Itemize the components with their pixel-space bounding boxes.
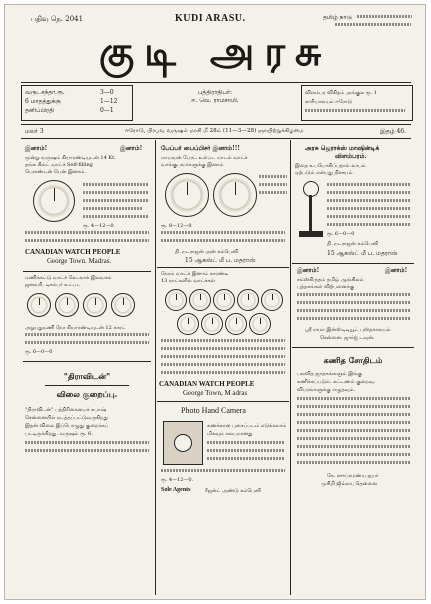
ad-headline-4: இனாம்! — [385, 267, 408, 274]
english-title: KUDI ARASU. — [175, 13, 246, 24]
camera-illustration — [163, 421, 203, 465]
pocket-watch-illustration — [33, 180, 75, 222]
ad-address: George Town, M adras — [183, 389, 248, 397]
header-fine-print-2 — [335, 23, 411, 26]
sole-agents-name: ரீஜன்ட் அண்டு கம்பெனி — [205, 488, 261, 494]
wristwatch-illustration-1 — [165, 289, 187, 311]
article-signature-address: முசிறி ஜில்லா, தென்னை — [321, 481, 378, 487]
ad-contact: தி. நடராஜன் அன் கம்பெனி — [175, 249, 239, 255]
article-title-3: கணித சோதிடம் — [323, 355, 383, 365]
advertising-box: விளம்பர விகிதம் அங்குல ரூ. 1 காரியாலயம் ஈரோடு — [301, 85, 413, 121]
wristwatch-illustration-4 — [237, 289, 259, 311]
ad-contact-2: ஸ்ரீ ராமா இன்ஸ்டிடியூட் புஸ்தகாலயம் — [305, 327, 391, 333]
ad-date: 15 ஆகஸ்ட் மீ ப. மதராஸ் — [327, 250, 398, 257]
article-signature: கே. ஸுப்ரமண்ய ஐயர் — [327, 473, 379, 479]
ad-company: CANADIAN WATCH PEOPLE — [159, 380, 255, 388]
header-fine-print — [357, 15, 412, 18]
ad-company: CANADIAN WATCH PEOPLE — [25, 248, 121, 256]
tamil-masthead-title: குடி அரசு — [98, 28, 332, 75]
registration-number: பதிவு நெ. 2041 — [31, 15, 84, 23]
ad-price: ரூ. 6—0—0 — [327, 231, 355, 237]
pocket-watch-illustration-2 — [213, 173, 257, 217]
issue-number: இதழ் 46. — [380, 128, 407, 135]
ad-address-2: சென்னை. ஜார்ஜ் டவுன். — [320, 335, 375, 341]
wristwatch-illustration-2 — [55, 293, 79, 317]
wristwatch-illustration-9 — [249, 313, 271, 335]
camera-ad-title: Photo Hand Camera — [181, 406, 246, 415]
wristwatch-illustration-6 — [177, 313, 199, 335]
issue-date: ஈரோடு, பிரபவ வருஷம் மாசி மீ 28ம் (11—3—28) ஞாயிற்றுக்கிழமை — [125, 128, 304, 134]
wristwatch-illustration-5 — [261, 289, 283, 311]
wristwatch-illustration-8 — [225, 313, 247, 335]
newspaper-page: பதிவு நெ. 2041 KUDI ARASU. தமிழ் நாடு குடி அரசு வருடசந்தா ரூ. 3—0 6 மாதத்துக்கு 1—12 தனிப்பிரதி 0—1 பத்திராதிபர்: ஈ. வெ. ராமசாமி. விளம்பர விகிதம் அங்குல ரூ. 1 காரியாலயம் ஈரோடு மலர் 3 ஈரோடு, பிரபவ வருஷம் மாசி மீ 28ம் (11—3—28) ஞாயிற்றுக்கிழமை இதழ் 46. இனாம்! இனாம்! மூன்று வருஷம் கியாரண்டியுடன் 14 Kt. தங்க கில்ட் வாட்ச் Self-filling பெளண்டன் பென் இனாம். ரூ. 4—12—0 CANADIAN WATCH PEOPLE George Town. Madras. மணிக்கட்டு வாட்ச் கேடலாக் இலவசம் ஜனவரி, டிசம்பர் உட்பட அறுபதுமணி நேர கியாரண்டியுடன் 12 காரட் ரூ. 6—0—0 "திராவிடன்" விலை குறைப்பு. "திராவிடன்" பத்திரிகையைச் சுபாஷ் சென்னையில் நடத்தப்பட்டுவருகிறது இதன் விலை இப்பொழுது குறைக்கப் பட்டிருக்கிறது. வருஷம் ரூ. 6. பேப்பர் பைப்பிசர் இனாம்!!! மாயவன் பேரட் உள்பட மாடல் வாட்ச் வாங்குபவர்களுக்கு இனாம் ரூ. 8—12—0 தி. நடராஜன் அன் கம்பெனி 15 ஆகஸ்ட் மீ ப. மதராஸ் நேரம் வாட்ச் இனாம் காரண்டீ 13 நாட்களில் வாட்ச்கள் CANADIAN WATCH PEOPLE George Town, M adras Photo Hand Camera கணக்கான புகைப்படம் எடுக்கலாம் மிகவும் சுலபமானது ரூ. 4—12—0. Sole Agents ரீஜன்ட் அண்டு கம்பெனி அரசு ஜெராக்ஸ் மாஷின்டிக் விளம்பரம். இதை உபயோகிப்பதால் லாபம் ஏற்படும் என்பது நிச்சயம் ரூ. 6—0—0 தி. நடராஜன் கம்பெனி 15 ஆகஸ்ட் மீ ப. மதராஸ் இனாம்! இனாம்! சம்ஸ்கிருதம் தமிழ் ஆங்கிலம் புத்தகங்கள் விற்பனைக்கு ஸ்ரீ ராமா இன்ஸ்டிடியூட் புஸ்தகாலயம் சென்னை. ஜார்ஜ் டவுன். கணித சோதிடம் பலவித ஜாதகங்களும் இங்கு கணிக்கப்படும். கட்டணம் குறைவு. விபரங்களுக்கு எழுதவும். கே. ஸுப்ரமண்ய ஐயர் முசிறி ஜில்லா, தென்னை — [4, 4, 426, 600]
ad-price-2: ரூ. 6—0—0 — [25, 349, 53, 355]
wristwatch-illustration-4 — [111, 293, 135, 317]
ad-headline: இனாம்! — [25, 145, 48, 152]
pocket-watch-illustration — [165, 173, 209, 217]
wristwatch-illustration-1 — [27, 293, 51, 317]
editor-box: பத்திராதிபர்: ஈ. வெ. ராமசாமி. — [191, 89, 239, 104]
ad-price: ரூ. 8—12—0 — [161, 223, 192, 229]
camera-price: ரூ. 4—12—0. — [161, 477, 194, 483]
ad-headline: அரசு ஜெராக்ஸ் மாஷின்டிக் — [305, 145, 380, 152]
ad-headline-2: இனாம்! — [120, 145, 143, 152]
ad-subhead: விளம்பரம். — [335, 153, 367, 160]
wristwatch-illustration-7 — [201, 313, 223, 335]
article-subtitle: விலை குறைப்பு. — [56, 389, 118, 399]
ad-contact: தி. நடராஜன் கம்பெனி — [327, 241, 379, 247]
ad-headline: பேப்பர் பைப்பிசர் இனாம்!!! — [161, 145, 241, 152]
wristwatch-illustration-3 — [213, 289, 235, 311]
region-label: தமிழ் நாடு — [323, 14, 352, 21]
wristwatch-illustration-3 — [83, 293, 107, 317]
subscription-box: வருடசந்தா ரூ. 3—0 6 மாதத்துக்கு 1—12 தனிப்பிரதி 0—1 — [21, 85, 133, 121]
volume-number: மலர் 3 — [25, 128, 44, 135]
sole-agents-label: Sole Agents — [161, 487, 191, 493]
wristwatch-illustration-2 — [189, 289, 211, 311]
ad-date: 15 ஆகஸ்ட் மீ ப. மதராஸ் — [185, 257, 256, 264]
ad-price: ரூ. 4—12—0 — [83, 223, 114, 229]
ad-headline-3: இனாம்! — [297, 267, 320, 274]
article-title: "திராவிடன்" — [63, 371, 111, 381]
ad-address: George Town. Madras. — [47, 257, 112, 265]
machine-illustration — [299, 181, 323, 241]
